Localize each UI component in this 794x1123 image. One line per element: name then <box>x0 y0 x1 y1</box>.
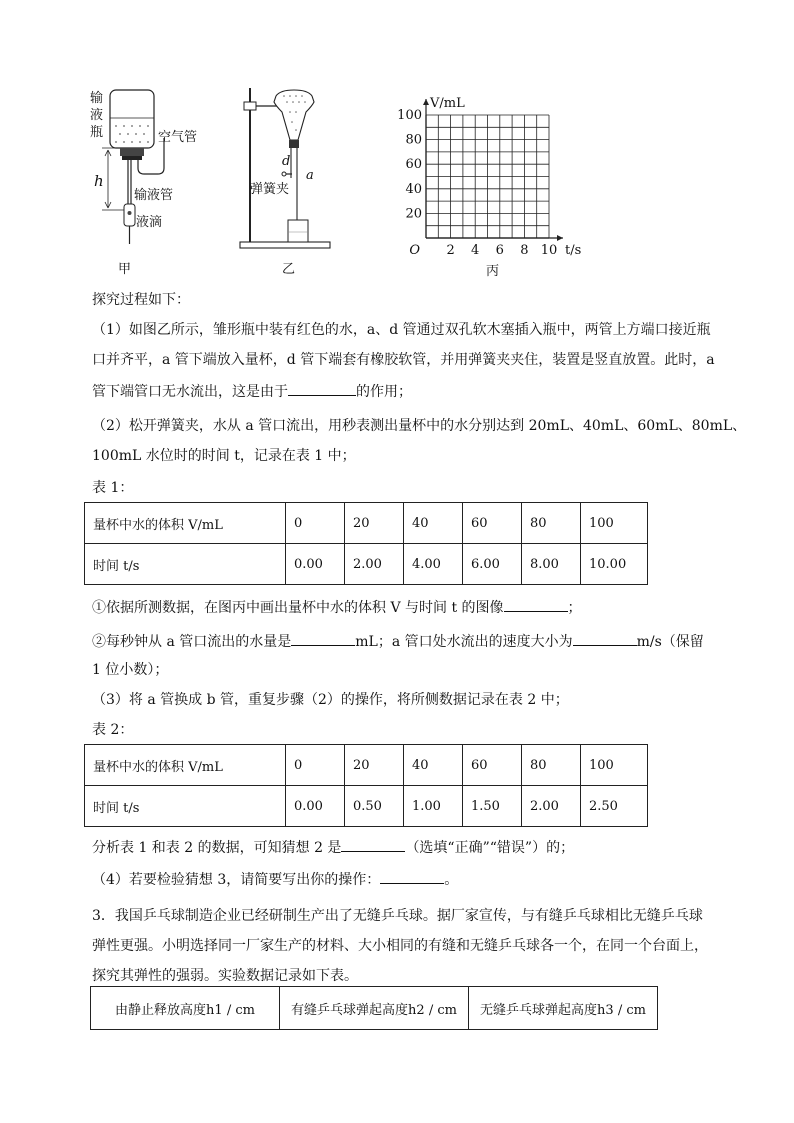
p2-line1: （2）松开弹簧夹，水从 a 管口流出，用秒表测出量杯中的水分别达到 20mL、40mL、60mL、80mL、 <box>92 418 747 434</box>
origin-label: O <box>409 243 420 258</box>
table-cell: 0 <box>286 503 345 544</box>
figure-yi-caption: 乙 <box>282 262 296 277</box>
table-cell: 量杯中水的体积 V/mL <box>85 503 286 544</box>
x-tick-label: 8 <box>520 243 529 258</box>
figure-yi <box>232 82 342 278</box>
table-cell: 2.00 <box>522 786 581 827</box>
intro-text: 探究过程如下： <box>92 292 190 308</box>
y-tick-label: 60 <box>405 157 422 173</box>
tube-label: 输液管 <box>134 188 174 203</box>
q3-line2: 弹性更强。小明选择同一厂家生产的材料、大小相同的有缝和无缝乒乓球各一个，在同一个台面上， <box>92 938 708 954</box>
y-tick-label: 100 <box>397 108 422 123</box>
table-row <box>91 987 658 1030</box>
drop-label: 液滴 <box>136 215 163 230</box>
x-axis-label: t/s <box>565 243 582 258</box>
table-1 <box>84 502 648 585</box>
d-label: d <box>282 154 291 169</box>
figure-jia-caption: 甲 <box>118 262 132 277</box>
p1-line3-b: 的作用； <box>356 384 412 400</box>
answer-blank-2[interactable] <box>504 596 568 612</box>
table-cell: 时间 t/s <box>85 544 286 585</box>
table-cell: 2.50 <box>581 786 648 827</box>
q2-line2: 1 位小数）； <box>92 662 169 678</box>
table-cell: 4.00 <box>404 544 463 585</box>
answer-blank-3[interactable] <box>291 630 355 646</box>
analysis-line <box>92 836 574 858</box>
y-axis-label: V/mL <box>430 96 465 111</box>
answer-blank-5[interactable] <box>341 836 405 852</box>
a-label: a <box>306 168 314 183</box>
table-cell: 40 <box>404 745 463 786</box>
table-cell: 40 <box>404 503 463 544</box>
table-header-cell: 由静止释放高度h1 / cm <box>91 987 280 1030</box>
h-label: h <box>94 172 104 190</box>
p1-line2: 口并齐平，a 管下端放入量杯，d 管下端套有橡胶软管，并用弹簧夹夹住，装置是竖直放置。此时，a <box>92 352 715 368</box>
figure-bing-caption: 丙 <box>486 264 500 279</box>
q3-line1: 3．我国乒乓球制造企业已经研制生产出了无缝乒乓球。据厂家宣传，与有缝乒乓球相比无缝乒乓球 <box>92 908 703 924</box>
table-cell: 6.00 <box>463 544 522 585</box>
y-tick-label: 40 <box>405 181 422 197</box>
table2-caption: 表 2： <box>92 722 134 738</box>
y-axis-arrow <box>423 99 429 105</box>
table-header-cell: 有缝乒乓球弹起高度h2 / cm <box>280 987 469 1030</box>
table-cell: 100 <box>581 503 648 544</box>
table-cell: 0 <box>286 745 345 786</box>
q1-end: ； <box>567 600 582 616</box>
table-row <box>85 503 648 544</box>
table-cell: 100 <box>581 745 648 786</box>
air-tube-label: 空气管 <box>158 130 198 145</box>
x-tick-label: 10 <box>540 243 558 258</box>
table-cell: 80 <box>522 745 581 786</box>
table-cell: 量杯中水的体积 V/mL <box>85 745 286 786</box>
answer-blank-1[interactable] <box>288 380 356 396</box>
table-2 <box>84 744 648 827</box>
p3-line: （3）将 a 管换成 b 管，重复步骤（2）的操作，将所侧数据记录在表 2 中； <box>92 692 569 708</box>
p4-line <box>92 868 458 890</box>
table-cell: 60 <box>463 745 522 786</box>
table-cell: 0.00 <box>286 544 345 585</box>
q1-text: ①依据所测数据，在图丙中画出量杯中水的体积 V 与时间 t 的图像 <box>92 600 504 616</box>
x-tick-label: 4 <box>471 243 480 258</box>
q2-text-c: m/s（保留 <box>636 634 704 650</box>
table-cell: 2.00 <box>345 544 404 585</box>
table-cell: 0.00 <box>286 786 345 827</box>
table-row <box>85 786 648 827</box>
table-cell: 8.00 <box>522 544 581 585</box>
q2-text-b: mL；a 管口处水流出的速度大小为 <box>355 634 573 650</box>
x-tick-label: 6 <box>495 243 504 258</box>
bottle-label: 输液瓶 <box>90 91 104 140</box>
table-cell: 10.00 <box>581 544 648 585</box>
figure-jia <box>88 86 238 276</box>
q2-line <box>92 630 704 652</box>
table-row <box>85 544 648 585</box>
answer-blank-6[interactable] <box>380 868 444 884</box>
table-cell: 0.50 <box>345 786 404 827</box>
figure-bing <box>396 84 596 280</box>
y-tick-label: 20 <box>405 206 422 222</box>
q2-text-a: ②每秒钟从 a 管口流出的水量是 <box>92 634 292 650</box>
table1-caption: 表 1： <box>92 480 134 496</box>
table-cell: 1.50 <box>463 786 522 827</box>
x-axis-arrow <box>557 235 563 241</box>
y-tick-label: 80 <box>405 132 422 148</box>
p1-line3 <box>92 380 412 402</box>
table-cell: 60 <box>463 503 522 544</box>
x-tick-label: 2 <box>446 243 455 258</box>
volume-time-grid <box>396 84 596 264</box>
table-cell: 20 <box>345 745 404 786</box>
table-cell: 80 <box>522 503 581 544</box>
table-cell: 20 <box>345 503 404 544</box>
analysis-text-a: 分析表 1 和表 2 的数据，可知猜想 2 是 <box>92 840 342 856</box>
q1-line <box>92 596 582 618</box>
table-3 <box>90 986 658 1030</box>
p1-line1: （1）如图乙所示，雏形瓶中装有红色的水，a、d 管通过双孔软木塞插入瓶中，两管上方端口接近瓶 <box>92 322 711 338</box>
p4-text-a: （4）若要检验猜想 3，请简要写出你的操作： <box>92 872 381 888</box>
p2-line2: 100mL 水位时的时间 t，记录在表 1 中； <box>92 448 356 464</box>
p4-text-b: 。 <box>444 872 459 888</box>
iv-drip-diagram <box>88 86 238 276</box>
p1-line3-a: 管下端管口无水流出，这是由于 <box>92 384 288 400</box>
table-cell: 1.00 <box>404 786 463 827</box>
analysis-text-b: （选填“正确”“错误”）的； <box>405 840 575 856</box>
table-header-cell: 无缝乒乓球弹起高度h3 / cm <box>469 987 658 1030</box>
clamp-label: 弹簧夹 <box>250 182 290 197</box>
table-row <box>85 745 648 786</box>
answer-blank-4[interactable] <box>573 630 637 646</box>
table-cell: 时间 t/s <box>85 786 286 827</box>
q3-line3: 探究其弹性的强弱。实验数据记录如下表。 <box>92 968 358 984</box>
